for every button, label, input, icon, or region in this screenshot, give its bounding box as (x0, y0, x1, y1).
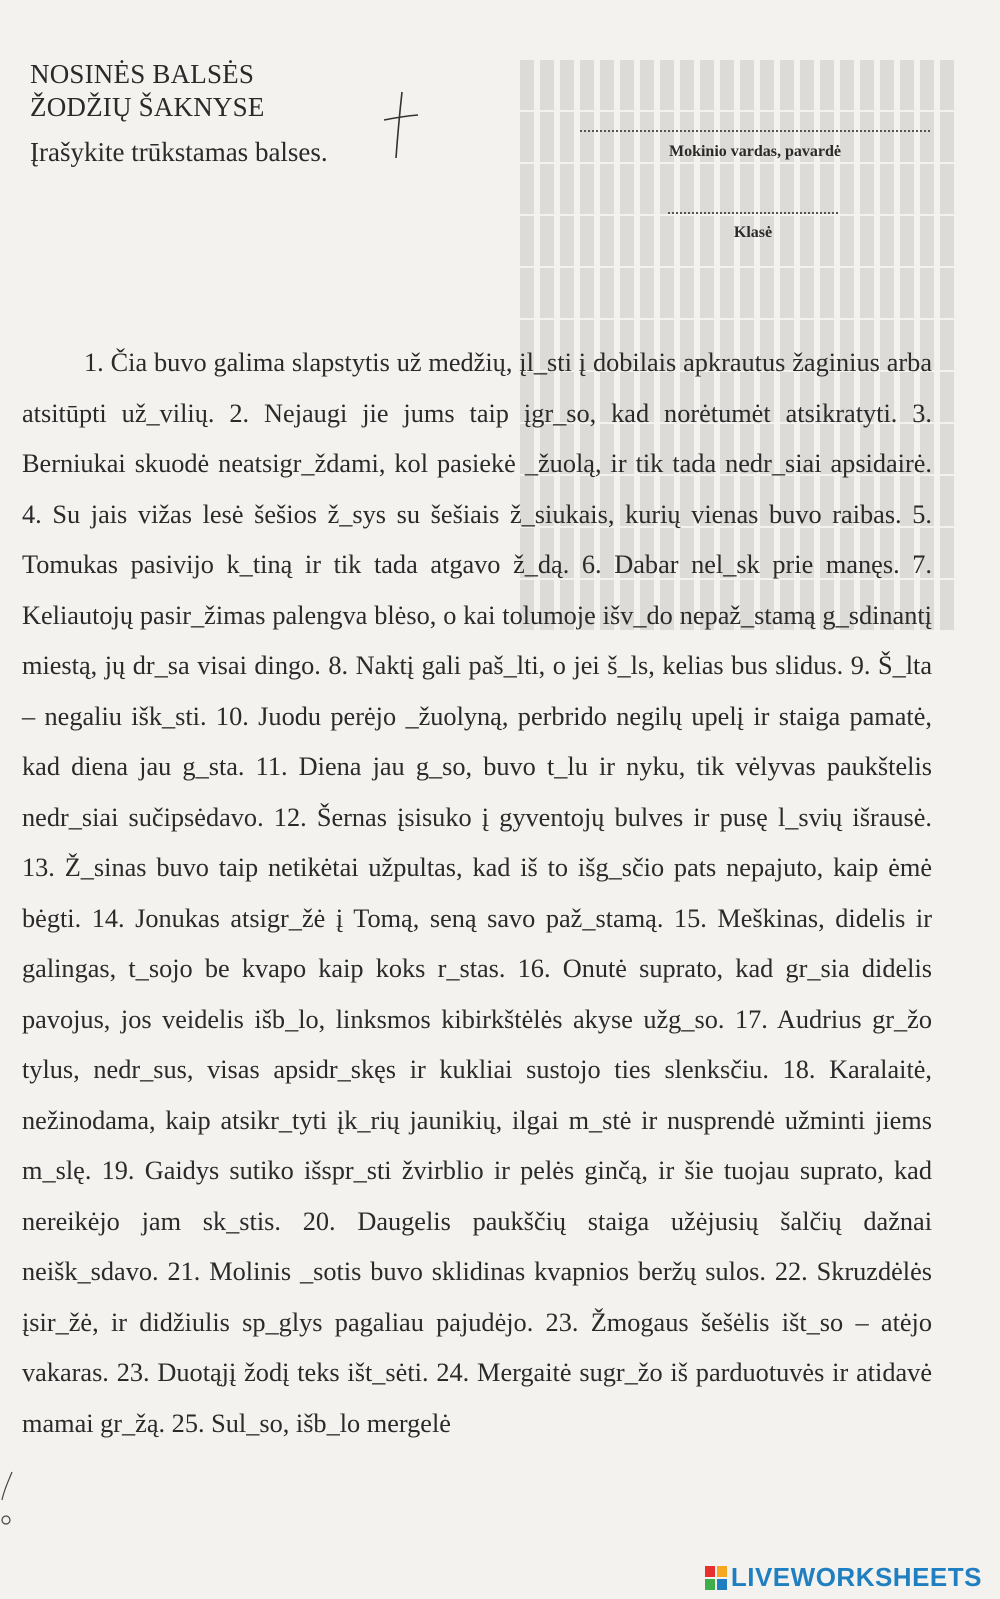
liveworksheets-logo-icon (705, 1566, 727, 1590)
class-field[interactable] (668, 212, 838, 214)
class-label: Klasė (733, 224, 773, 241)
worksheet-title (30, 58, 265, 124)
student-name-field[interactable] (580, 130, 930, 132)
liveworksheets-watermark (705, 1562, 982, 1593)
exercise-text: 1. Čia buvo galima slapstytis už medžių, įl_sti į dobilais apkrautus žaginius arba atsitūpti už_vilių. 2. Nejaugi jie jums taip įgr_so, kad norėtumėt atsikratyti. 3. Berniukai skuodė neatsigr_ždami, kol pasiekė _žuolą, ir tik tada nedr_siai apsidairė. 4. Su jais vižas lesė šešios ž_sys su šešiais ž_siukais, kurių vienas buvo raibas. 5. Tomukas pasivijo k_tiną ir tik tada atgavo ž_dą. 6. Dabar nel_sk prie manęs. 7. Keliautojų pasir_žimas palengva blėso, o kai tolumoje išv_do nepaž_stamą g_sdinantį miestą, jų dr_sa visai dingo. 8. Naktį gali paš_lti, o jei š_ls, kelias bus slidus. 9. Š_lta – negaliu išk_sti. 10. Juodu perėjo _žuolyną, perbrido negilų upelį ir staiga pamatė, kad diena jau g_sta. 11. Diena jau g_so, buvo t_lu ir nyku, tik vėlyvas paukštelis nedr_siai sučipsėdavo. 12. Šernas įsisuko į gyventojų bulves ir pusę l_svių išrausė. 13. Ž_sinas buvo taip netikėtai užpultas, kad iš to išg_sčio pats nepajuto, kaip ėmė bėgti. 14. Jonukas atsigr_žė į Tomą, seną savo paž_stamą. 15. Meškinas, didelis ir galingas, t_sojo be kvapo kaip koks r_stas. 16. Onutė suprato, kad gr_sia didelis pavojus, jos veidelis išb_lo, linksmos kibirkštėlės akyse užg_so. 17. Audrius gr_žo tylus, nedr_sus, visas apsidr_skęs ir kukliai sustojo ties slenksčiu. 18. Karalaitė, nežinodama, kaip atsikr_tyti įk_rių jaunikių, ilgai m_stė ir nusprendė užminti jiems m_slę. 19. Gaidys sutiko išspr_sti žvirblio ir pelės ginčą, ir šie tuojau suprato, kad nereikėjo jam sk_stis. 20. Daugelis paukščių staiga užėjusių šalčių dažnai neišk_sdavo. 21. Molinis _sotis buvo sklidinas kvapnios beržų sulos. 22. Skruzdėlės įsir_žė, ir didžiulis sp_glys pagaliau pajudėjo. 23. Žmogaus šešėlis išt_so – atėjo vakaras. 23. Duotąjį žodį teks išt_sėti. 24. Mergaitė sugr_žo iš parduotuvės ir atidavė mamai gr_žą. 25. Sul_so, išb_lo mergelė (22, 348, 932, 1438)
instruction-text: Įrašykite trūkstamas balses. (30, 137, 328, 167)
pen-mark-icon (380, 90, 420, 160)
student-name-label: Mokinio vardas, pavardė (668, 143, 841, 160)
margin-pencil-mark-icon (0, 1470, 14, 1530)
title-line-1: NOSINĖS BALSĖS (30, 59, 255, 89)
watermark-text: LIVEWORKSHEETS (730, 1562, 982, 1592)
title-line-2: ŽODŽIŲ ŠAKNYSE (30, 92, 265, 122)
